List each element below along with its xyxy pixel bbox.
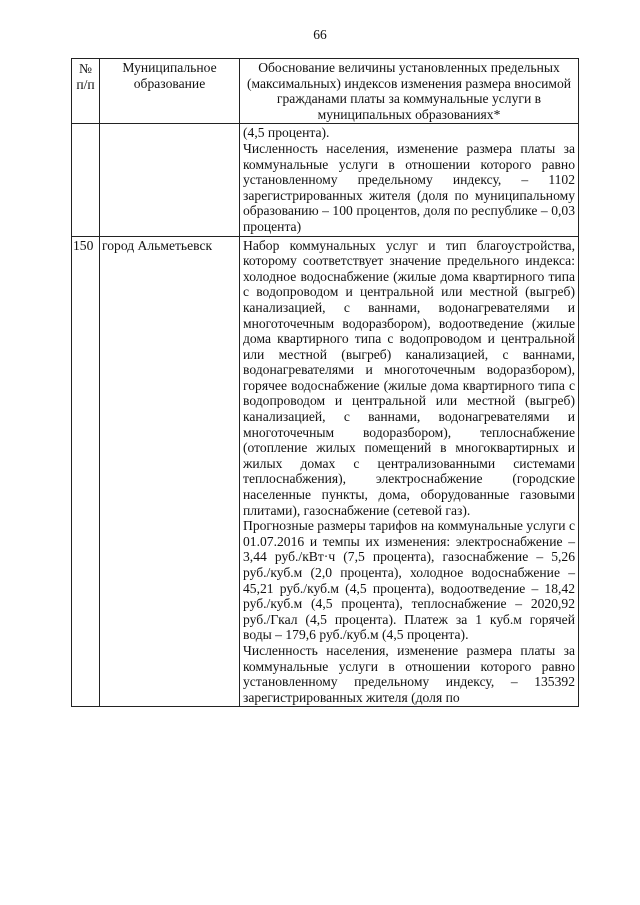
table-header-row xyxy=(72,59,579,124)
header-justification: Обоснование величины установленных предельных (максимальных) индексов изменения размера вносимой гражданами платы за коммунальные услуги в муниципальных образованиях* xyxy=(240,59,579,124)
row-number: 150 xyxy=(72,236,100,707)
justification-paragraph: Набор коммунальных услуг и тип благоустройства, которому соответствует значение предельного индекса: холодное водоснабжение (жилые дома квартирного типа с водопроводом и центральной или местной (выгреб) канализацией, с ваннами, водонагревателями и многоточечным водоразбором), водоотведение (жилые дома квартирного типа с водопроводом и центральной или местной (выгреб) канализацией, с ваннами, водонагревателями и многоточечным водоразбором), горячее водоснабжение (жилые дома квартирного типа с водопроводом и центральной или местной (выгреб) канализацией, с ваннами, водонагревателями и многоточечным водоразбором), теплоснабжение (отопление жилых помещений в многоквартирных и жилых домах с централизованными системами теплоснабжения), электроснабжение (городские населенные пункты, дома, оборудованные газовыми плитами), газоснабжение (сетевой газ). xyxy=(243,237,575,518)
row-number xyxy=(72,124,100,236)
row-municipality: город Альметьевск xyxy=(100,236,240,707)
row-municipality xyxy=(100,124,240,236)
table-row xyxy=(72,124,579,236)
header-number: № п/п xyxy=(72,59,100,124)
row-justification xyxy=(240,124,579,236)
justification-paragraph: Численность населения, изменение размера платы за коммунальные услуги в отношении которого равно установленному предельному индексу, – 135392 зарегистрированных жителя (доля по xyxy=(243,642,575,705)
justification-paragraph: (4,5 процента). xyxy=(243,125,330,141)
row-justification xyxy=(240,236,579,707)
header-municipality: Муниципальное образование xyxy=(100,59,240,124)
table-row xyxy=(72,236,579,707)
justification-paragraph: Прогнозные размеры тарифов на коммунальные услуги с 01.07.2016 и темпы их изменения: электроснабжение – 3,44 руб./кВт·ч (7,5 процента), газоснабжение – 5,26 руб./куб.м (2,0 процента), холодное водоснабжение – 45,21 руб./куб.м (4,5 процента), водоотведение – 18,42 руб./куб.м (4,5 процента), теплоснабжение – 2020,92 руб./Гкал (4,5 процента). Платеж за 1 куб.м горячей воды – 179,6 руб./куб.м (4,5 процента). xyxy=(243,518,575,643)
page-number: 66 xyxy=(313,27,327,42)
justification-paragraph: Численность населения, изменение размера платы за коммунальные услуги в отношении которого равно установленному предельному индексу, – 1102 зарегистрированных жителя (доля по муниципальному образованию – 100 процентов, доля по республике – 0,03 процента) xyxy=(243,140,575,234)
municipal-index-table xyxy=(71,58,579,707)
